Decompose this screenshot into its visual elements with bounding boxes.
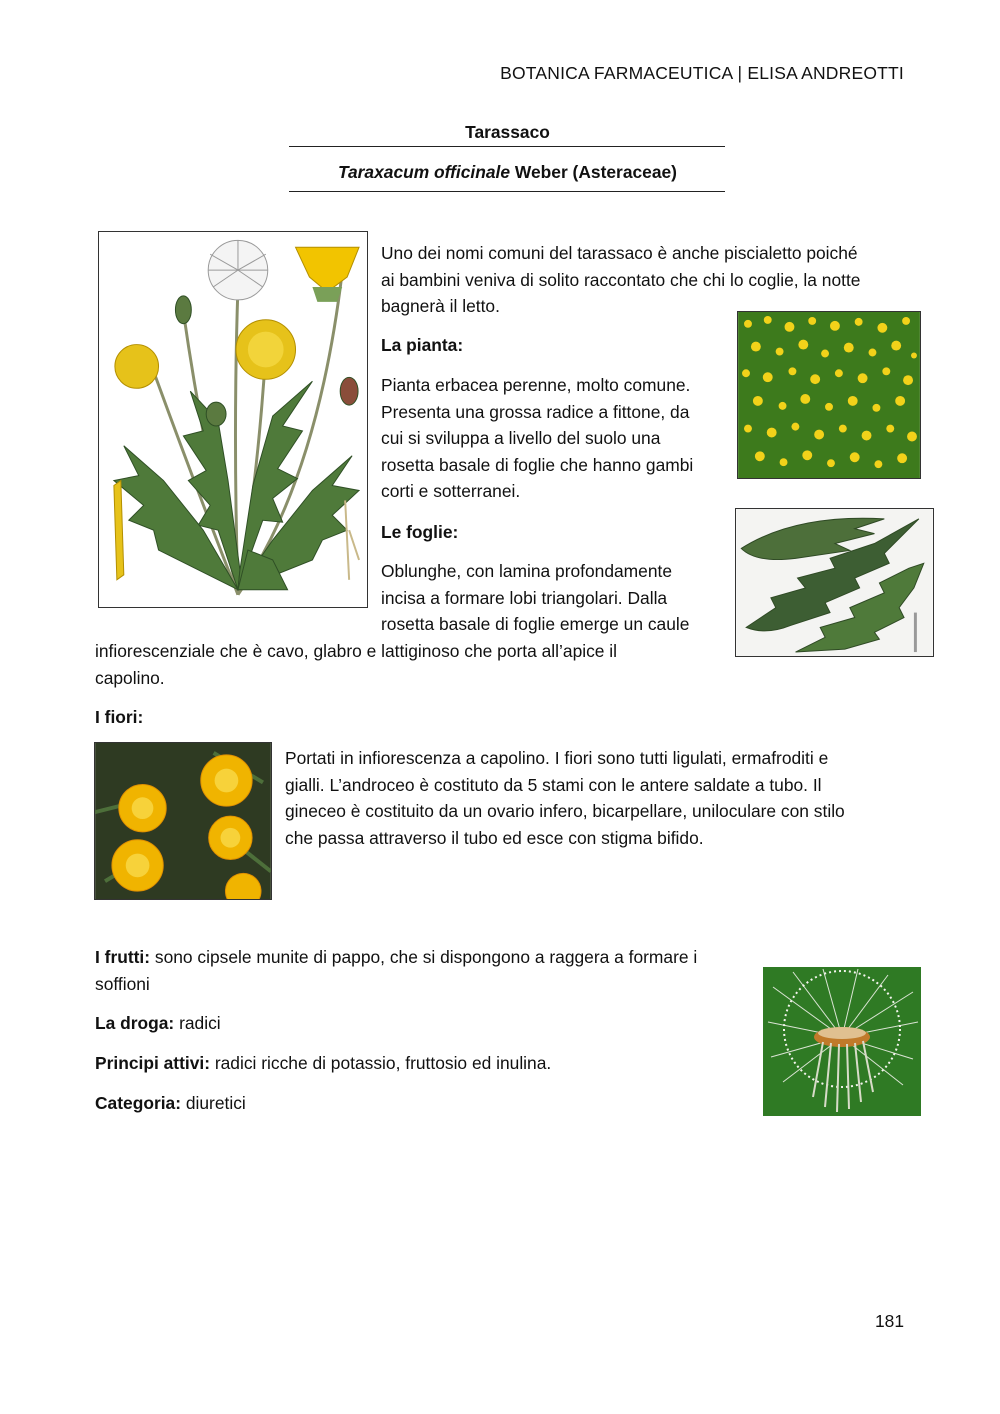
foglie-paragraph-wrap [95,638,735,691]
fiori-line: Portati in infiorescenza a capolino. I fiori sono tutti ligulati, ermafroditi e [285,748,829,768]
foglie-heading: Le foglie: [381,522,459,542]
foglie-paragraph-top [381,558,721,638]
scientific-name-italic: Taraxacum officinale [338,162,511,182]
page-title: Tarassaco [465,122,550,142]
intro-line: ai bambini veniva di solito raccontato che chi lo coglie, la notte [381,269,861,290]
foglie-line: Oblunghe, con lamina profondamente [381,561,673,581]
dandelion-plate-drawing [99,232,367,607]
seedhead-photo-drawing [763,967,921,1116]
fiori-paragraph [285,745,905,851]
flowers-photo-drawing [95,743,271,899]
pianta-heading: La pianta: [381,335,464,355]
principi-label: Principi attivi: [95,1053,210,1073]
droga-line [95,1010,221,1037]
intro-paragraph [381,240,921,320]
flowers-photo [94,742,272,900]
pianta-line: Presenta una grossa radice a fittone, da [381,401,690,422]
pianta-line: cui si sviluppa a livello del suolo una [381,428,661,449]
droga-label: La droga: [95,1013,175,1033]
scientific-name-family: Weber (Asteraceae) [510,162,677,182]
intro-line: Uno dei nomi comuni del tarassaco è anche piscialetto poiché [381,243,858,263]
pianta-line: Pianta erbacea perenne, molto comune. [381,375,691,395]
categoria-value: diuretici [181,1093,246,1113]
fiori-line: gialli. L’androceo è costituto da 5 stami con le antere saldate a tubo. Il [285,774,822,795]
fiori-heading: I fiori: [95,707,144,727]
fiori-line: gineceo è costituito da un ovario infero, bicarpellare, uniloculare con stilo [285,801,845,822]
droga-value: radici [174,1013,221,1033]
seedhead-photo [763,967,921,1116]
foglie-line: incisa a formare lobi triangolari. Dalla [381,587,668,608]
foglie-line: rosetta basale di foglie emerge un caule [381,614,690,635]
running-header: BOTANICA FARMACEUTICA | ELISA ANDREOTTI [500,63,904,83]
frutti-paragraph [95,944,745,997]
leaves-photo [735,508,934,657]
foglie-line: capolino. [95,667,165,688]
scientific-name [290,159,725,186]
page-number: 181 [874,1311,904,1331]
leaves-photo-drawing [736,509,933,656]
frutti-line [95,944,745,971]
categoria-line [95,1090,246,1117]
title-rule-top [289,146,725,147]
foglie-line: infiorescenziale che è cavo, glabro e lattiginoso che porta all’apice il [95,641,618,661]
pianta-line: rosetta basale di foglie che hanno gambi [381,454,694,475]
pianta-line: corti e sotterranei. [381,481,521,502]
categoria-label: Categoria: [95,1093,182,1113]
fiori-line: che passa attraverso il tubo ed esce con stigma bifido. [285,827,704,848]
meadow-photo [737,311,921,479]
principi-value: radici ricche di potassio, fruttosio ed inulina. [210,1053,552,1073]
frutti-text: sono cipsele munite di pappo, che si dispongono a raggera a formare i [150,947,698,967]
meadow-photo-drawing [738,312,920,478]
frutti-line: soffioni [95,973,150,994]
title-rule-bottom [289,191,725,192]
intro-line: bagnerà il letto. [381,296,500,317]
botanical-illustration [98,231,368,608]
frutti-label: I frutti: [95,947,151,967]
principi-line [95,1050,551,1077]
pianta-paragraph [381,372,721,505]
